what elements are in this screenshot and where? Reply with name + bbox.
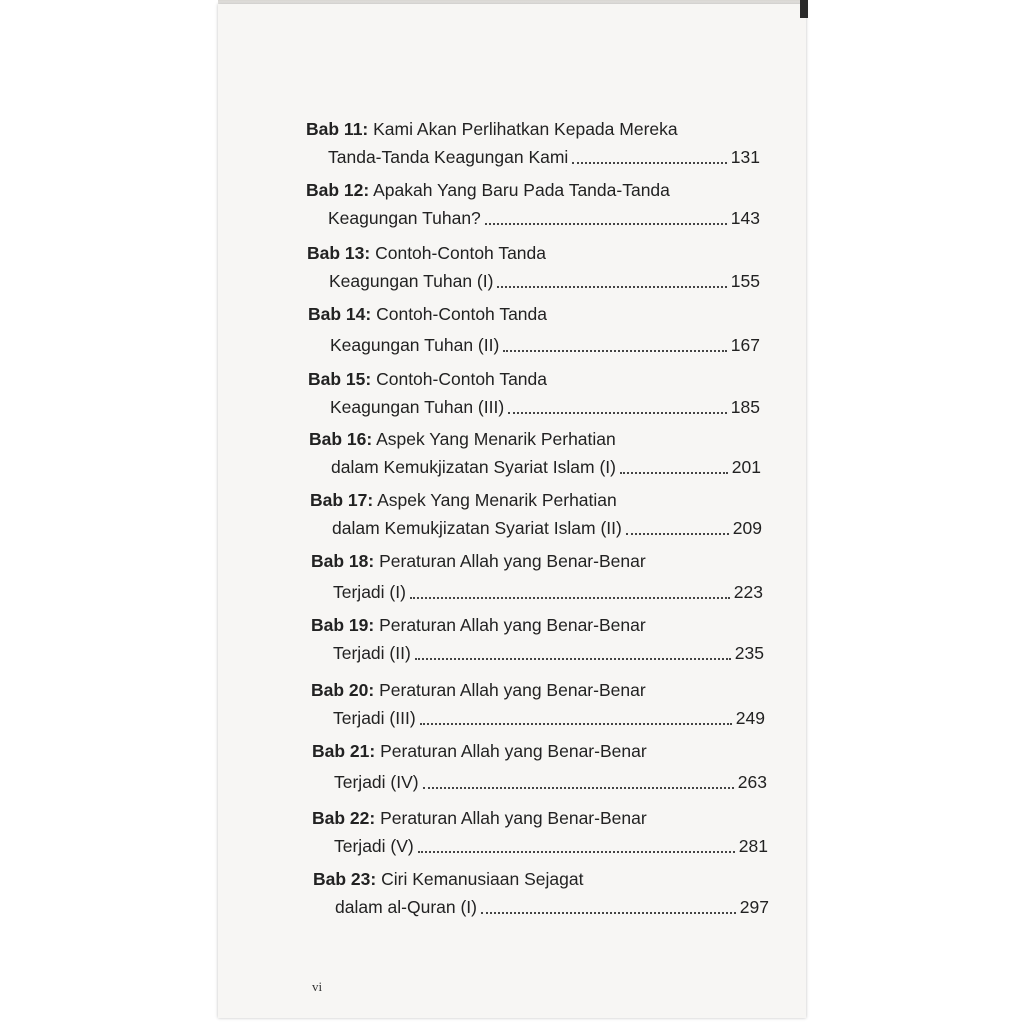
dot-leader [420,722,732,725]
chapter-title-line1: Peraturan Allah yang Benar-Benar [380,741,647,761]
dot-leader [485,222,727,225]
page-number: 131 [730,147,760,167]
chapter-title-line2: Terjadi (I) [333,582,406,602]
dot-leader [481,911,736,914]
chapter-label: Bab 21: [312,741,376,761]
chapter-title-line1: Contoh-Contoh Tanda [376,304,548,324]
chapter-title-line2: Terjadi (II) [333,643,411,663]
page-folio: vi [312,979,323,994]
chapter-title-line1: Apakah Yang Baru Pada Tanda-Tanda [373,180,670,200]
chapter-label: Bab 22: [312,808,376,828]
page-number: 297 [739,897,769,917]
chapter-title-line1: Peraturan Allah yang Benar-Benar [380,808,647,828]
dot-leader [626,532,729,535]
chapter-title-line2: Terjadi (V) [334,836,414,856]
chapter-title-line2: Keagungan Tuhan? [328,208,481,228]
page-number: 209 [732,518,762,538]
page-number: 249 [735,708,765,728]
chapter-title-line1: Peraturan Allah yang Benar-Benar [379,615,646,635]
dot-leader [497,285,726,288]
chapter-title-line2: Keagungan Tuhan (II) [330,335,500,355]
chapter-title-line2: Tanda-Tanda Keagungan Kami [328,147,569,167]
chapter-title-line2: Keagungan Tuhan (III) [330,397,505,417]
chapter-label: Bab 14: [308,304,372,324]
chapter-title-line1: Peraturan Allah yang Benar-Benar [379,551,646,571]
chapter-title-line1: Ciri Kemanusiaan Sejagat [381,869,584,889]
chapter-label: Bab 15: [308,369,372,389]
chapter-title-line2: Terjadi (III) [333,708,416,728]
chapter-label: Bab 13: [307,243,371,263]
page-number: 185 [730,397,760,417]
chapter-label: Bab 17: [310,490,374,510]
chapter-title-line2: Keagungan Tuhan (I) [329,271,494,291]
chapter-title-line2: dalam Kemukjizatan Syariat Islam (II) [332,518,622,538]
chapter-title-line1: Kami Akan Perlihatkan Kepada Mereka [373,119,678,139]
dot-leader [572,161,726,164]
page-number: 167 [730,335,760,355]
chapter-title-line2: dalam Kemukjizatan Syariat Islam (I) [331,457,616,477]
page-number: 223 [733,582,763,602]
dot-leader [423,786,734,789]
page-number: 263 [737,772,767,792]
chapter-title-line1: Aspek Yang Menarik Perhatian [376,429,616,449]
chapter-title-line1: Peraturan Allah yang Benar-Benar [379,680,646,700]
page-number: 235 [734,643,764,663]
chapter-label: Bab 12: [306,180,370,200]
chapter-label: Bab 19: [311,615,375,635]
page-number: 155 [730,271,760,291]
dot-leader [508,411,727,414]
chapter-label: Bab 23: [313,869,377,889]
chapter-title-line1: Aspek Yang Menarik Perhatian [377,490,617,510]
chapter-title-line1: Contoh-Contoh Tanda [375,243,547,263]
page-number: 281 [738,836,768,856]
chapter-label: Bab 20: [311,680,375,700]
dot-leader [620,471,728,474]
chapter-title-line1: Contoh-Contoh Tanda [376,369,548,389]
chapter-title-line2: Terjadi (IV) [334,772,419,792]
dot-leader [418,850,735,853]
chapter-title-line2: dalam al-Quran (I) [335,897,477,917]
dot-leader [503,349,727,352]
page-number: 201 [731,457,761,477]
dot-leader [410,596,730,599]
chapter-label: Bab 11: [306,119,369,139]
dot-leader [415,657,731,660]
chapter-label: Bab 18: [311,551,375,571]
chapter-label: Bab 16: [309,429,373,449]
page-number: 143 [730,208,760,228]
